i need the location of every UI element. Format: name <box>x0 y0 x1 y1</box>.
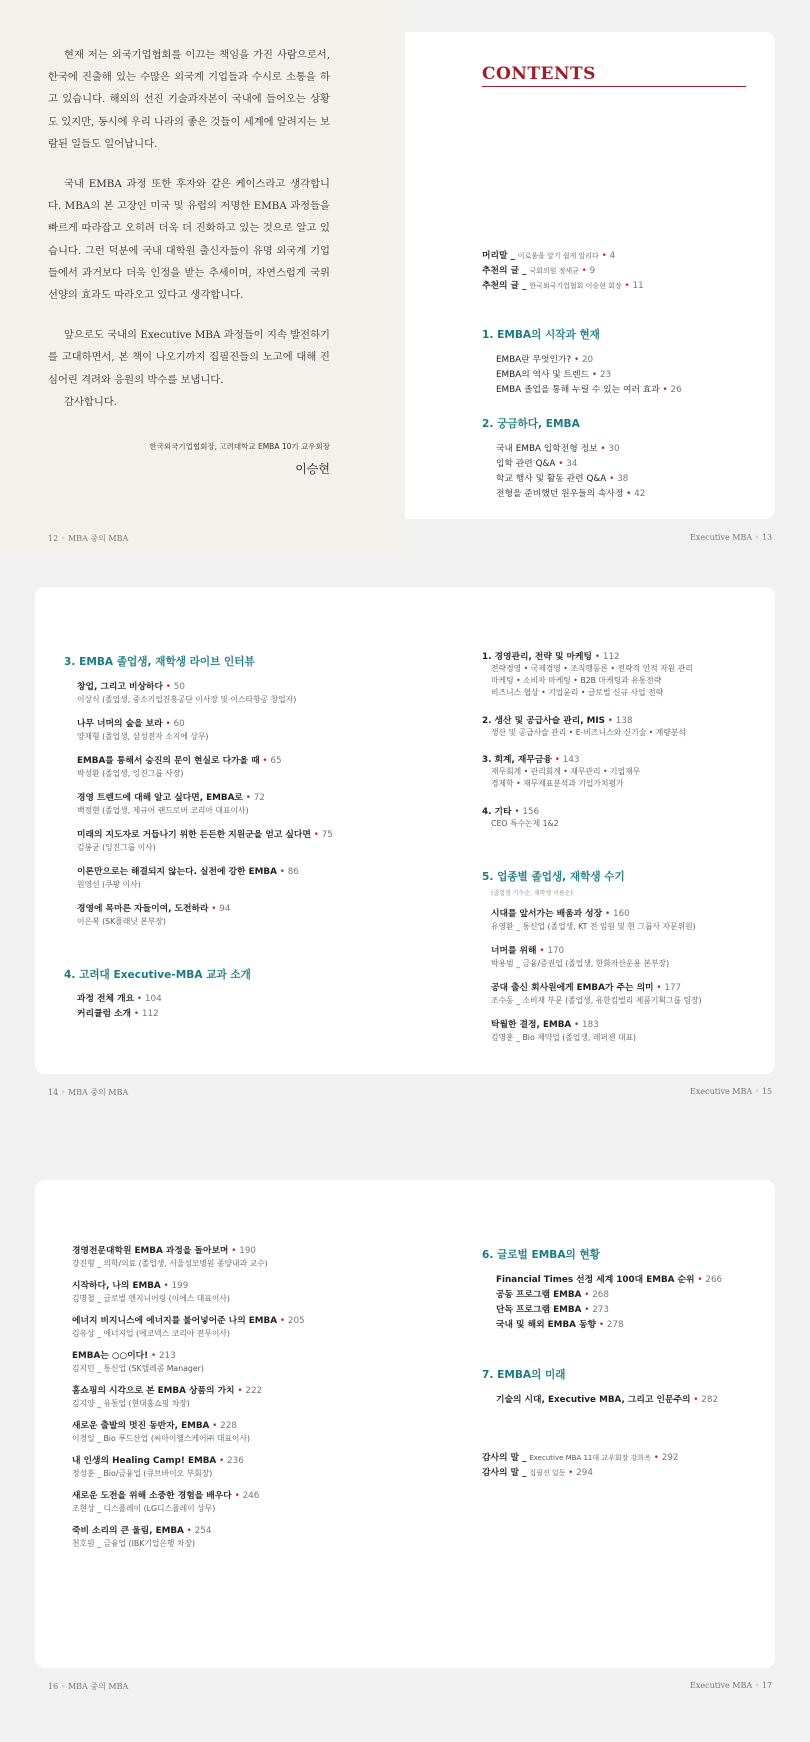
toc-entry[interactable]: 이론만으로는 해결되지 않는다. 실전에 강한 EMBA • 86 <box>77 867 299 877</box>
toc-entry-title: 홈쇼핑의 시각으로 본 EMBA 상품의 가치 <box>72 1386 235 1396</box>
toc-page: 23 <box>599 370 612 380</box>
toc-entry-title: EMBA란 무엇인가? <box>496 355 572 365</box>
toc-entry-title: 2. 생산 및 공급사슬 관리, MIS <box>482 716 605 726</box>
toc-page: 294 <box>576 1468 593 1478</box>
toc-entry-title: 공동 프로그램 EMBA <box>496 1290 582 1300</box>
toc-entry[interactable]: 홈쇼핑의 시각으로 본 EMBA 상품의 가치 • 222 <box>72 1386 263 1396</box>
toc-entry[interactable]: 경영에 목마른 자들이여, 도전하라 • 94 <box>77 904 231 914</box>
toc-entry[interactable]: 경영전문대학원 EMBA 과정을 돌아보며 • 190 <box>72 1246 257 1256</box>
toc-entry[interactable]: 미래의 지도자로 거듭나기 위한 든든한 지원군을 얻고 싶다면 • 75 <box>77 830 333 840</box>
toc-page: 112 <box>141 1009 159 1019</box>
toc-entry[interactable]: 과정 전체 개요 • 104 <box>77 994 162 1004</box>
toc-entry-title: 1. 경영관리, 전략 및 마케팅 <box>482 652 593 662</box>
toc-entry[interactable]: 1. 경영관리, 전략 및 마케팅 • 112 <box>482 652 620 662</box>
toc-entry[interactable]: 국내 EMBA 입학전형 정보 • 30 <box>496 444 620 454</box>
toc-entry-author: 유영환 _ 통신업 (졸업생, KT 전 임원 및 현 그룹사 자문위원) <box>491 922 696 931</box>
toc-entry-title: EMBA의 역사 및 트렌드 <box>496 370 590 380</box>
toc-entry-title: 에너지 비지니스에 에너지를 불어넣어준 나의 EMBA <box>72 1316 278 1326</box>
toc-entry-title: 시작하다, 나의 EMBA <box>72 1281 161 1291</box>
toc-entry[interactable]: 새로운 출발의 멋진 동반자, EMBA • 228 <box>72 1421 237 1431</box>
toc-entry[interactable]: 입학 관련 Q&A • 34 <box>496 459 578 469</box>
toc-page: 183 <box>582 1020 599 1030</box>
toc-entry-title: 탁월한 결정, EMBA <box>491 1020 572 1030</box>
toc-section-title[interactable]: 7. EMBA의 미래 <box>482 1369 566 1381</box>
toc-entry-title: EMBA 졸업을 통해 누릴 수 있는 여러 효과 <box>496 385 660 395</box>
foreword-letter <box>48 44 330 431</box>
toc-entry-title: 추천의 글 _ <box>482 266 527 276</box>
toc-page: 34 <box>566 459 578 469</box>
toc-section-title[interactable]: 6. 글로벌 EMBA의 현황 <box>482 1249 600 1261</box>
toc-page: 72 <box>253 793 265 803</box>
toc-section-title[interactable]: 1. EMBA의 시작과 현재 <box>482 329 600 341</box>
folio-left: 14 ◦ MBA 중의 MBA <box>48 1088 129 1097</box>
toc-entry-author: 양재형 (졸업생, 삼성전자 소지에 상무) <box>77 732 209 741</box>
toc-page: 143 <box>562 755 580 765</box>
toc-page: 266 <box>705 1275 723 1285</box>
toc-page: 42 <box>634 489 646 499</box>
toc-entry-title: 죽비 소리의 큰 울림, EMBA <box>72 1526 184 1536</box>
toc-entry-author: 백정현 (졸업생, 제규어 랜드로버 코리아 대표이사) <box>77 806 249 815</box>
curriculum-courses: CEO 특수논제 1&2 <box>491 819 559 828</box>
toc-entry-author: 정성훈 _ Bio/금융업 (큐브바이오 부회장) <box>72 1469 213 1478</box>
toc-entry-title: 과정 전체 개요 <box>77 994 135 1004</box>
toc-entry[interactable]: 전형을 준비했던 원우들의 속사정 • 42 <box>496 489 646 499</box>
toc-entry-author: 천호원 _ 금융업 (IBK기업은행 차장) <box>72 1539 196 1548</box>
toc-entry[interactable]: 시작하다, 나의 EMBA • 199 <box>72 1281 189 1291</box>
toc-page: 30 <box>608 444 620 454</box>
toc-page: 205 <box>287 1316 305 1326</box>
toc-page: 177 <box>664 983 682 993</box>
toc-entry-author: 박성환 (졸업생, 잉진그룹 사장) <box>77 769 184 778</box>
toc-entry[interactable]: 추천의 글 _ 국회의원 정세균 • 9 <box>482 266 596 276</box>
toc-entry-title: 나무 너머의 숲을 보라 <box>77 719 163 729</box>
toc-entry-author: 원영선 (쿠팡 이사) <box>77 880 141 889</box>
toc-entry[interactable]: 에너지 비지니스에 에너지를 불어넣어준 나의 EMBA • 205 <box>72 1316 305 1326</box>
toc-entry[interactable]: 커리큘럼 소개 • 112 <box>77 1009 159 1019</box>
toc-page: 190 <box>239 1246 257 1256</box>
toc-page: 160 <box>612 909 630 919</box>
toc-entry-title: 창업, 그리고 비상하다 <box>77 682 163 692</box>
toc-page: 282 <box>701 1395 719 1405</box>
toc-page: 50 <box>173 682 185 692</box>
section-note: (졸업생 기수순, 재학생 이름순) <box>491 890 573 897</box>
toc-entry-author: 박용범 _ 금융/증권업 (졸업생, 한화자산운용 본부장) <box>491 959 670 968</box>
toc-entry[interactable]: 4. 기타 • 156 <box>482 807 540 817</box>
toc-page: 246 <box>242 1491 260 1501</box>
toc-section-title[interactable]: 3. EMBA 졸업생, 재학생 라이브 인터뷰 <box>64 656 255 668</box>
toc-page: 104 <box>144 994 162 1004</box>
curriculum-courses: 전략경영 • 국제경영 • 조직행동론 • 전략적 인적 자원 관리 <box>491 664 693 673</box>
toc-entry-sub: 한국외국기업협회 이승현 회장 <box>529 282 622 290</box>
toc-entry-author: 이경일 _ Bio 푸드산업 (씨아이헬스케어㈜ 대표이사) <box>72 1434 251 1443</box>
toc-entry-author: 김봉균 (잉진그룹 이사) <box>77 843 156 852</box>
toc-entry-title: 머리말 _ <box>482 251 515 261</box>
toc-entry-title: 기술의 시대, Executive MBA, 그리고 인문주의 <box>496 1395 691 1405</box>
curriculum-courses: 비즈니스 협상 • 기업윤리 • 글로벌 신규 사업 전략 <box>491 688 664 697</box>
toc-page: 75 <box>321 830 333 840</box>
toc-entry-author: 이은복 (SK플래닛 본부장) <box>77 917 166 926</box>
toc-page: 292 <box>661 1453 679 1463</box>
toc-entry-author: 강진형 _ 의학/의료 (졸업생, 서울성모병원 종양내과 교수) <box>72 1259 268 1268</box>
toc-page: 268 <box>592 1290 609 1300</box>
toc-entry-title: 추천의 글 _ <box>482 281 527 291</box>
toc-entry-title: 국내 및 해외 EMBA 동향 <box>496 1320 597 1330</box>
toc-entry[interactable]: 학교 행사 및 활동 관련 Q&A • 38 <box>496 474 629 484</box>
toc-entry[interactable]: 2. 생산 및 공급사슬 관리, MIS • 138 <box>482 716 633 726</box>
toc-entry-author: 조현상 _ 디스플레이 (LG디스플레이 상무) <box>72 1504 216 1513</box>
toc-page: 273 <box>592 1305 609 1315</box>
toc-page: 86 <box>287 867 299 877</box>
toc-entry-title: 새로운 도전을 위해 소중한 경험을 배우다 <box>72 1491 232 1501</box>
toc-page: 222 <box>245 1386 263 1396</box>
toc-entry[interactable]: 머리말 _ 이로움을 알기 쉽게 알리다 • 4 <box>482 251 616 261</box>
curriculum-courses: 재무회계 • 관리회계 • 재무관리 • 기업재무 <box>491 767 641 776</box>
toc-page: 9 <box>589 266 596 276</box>
toc-page: 20 <box>581 355 594 365</box>
letter-thanks: 감사합니다. <box>64 395 118 408</box>
toc-entry-title: 경영전문대학원 EMBA 과정을 돌아보며 <box>72 1246 229 1256</box>
toc-page: 170 <box>547 946 565 956</box>
toc-entry[interactable]: EMBA를 통해서 승진의 문이 현실로 다가올 때 • 65 <box>77 756 282 766</box>
toc-entry-author: 김명훈 _ Bio 제약업 (졸업생, 레퍼젠 대표) <box>491 1033 637 1042</box>
toc-entry-author: 김지양 _ 유통업 (현대홈쇼핑 차장) <box>72 1399 190 1408</box>
toc-entry[interactable]: 추천의 글 _ 한국외국기업협회 이승현 회장 • 11 <box>482 281 644 291</box>
letter-paragraph: 국내 EMBA 과정 또한 후자와 같은 케이스라고 생각합니다. MBA의 본 고장인 미국 및 유럽의 저명한 EMBA 과정들을 빠르게 따라잡고 오히려 더욱 더 진화하고 있는 것으로 알고 있습니다. 그런 덕분에 국내 대학원 출신자들이 유명 외국계 기업들에서 과거보다 더욱 인정을 받는 추세이며, 자연스럽게 국위선양의 효과도 따라오고 있다고 생각합니다. <box>48 178 330 302</box>
toc-entry[interactable]: Financial Times 선정 세계 100대 EMBA 순위 • 266 <box>496 1275 723 1285</box>
toc-page: 65 <box>270 756 282 766</box>
toc-entry[interactable]: EMBA는 ○○이다! • 213 <box>72 1351 176 1361</box>
toc-entry[interactable]: 기술의 시대, Executive MBA, 그리고 인문주의 • 282 <box>496 1395 719 1405</box>
folio-right: Executive MBA ◦ 15 <box>690 1087 773 1096</box>
toc-entry[interactable]: 죽비 소리의 큰 울림, EMBA • 254 <box>72 1526 212 1536</box>
toc-page: 60 <box>173 719 185 729</box>
toc-page: 213 <box>159 1351 176 1361</box>
toc-entry-title: 전형을 준비했던 원우들의 속사정 <box>496 489 624 499</box>
toc-entry-title: 이론만으로는 해결되지 않는다. 실전에 강한 EMBA <box>77 867 277 877</box>
toc-entry-title: 너머를 위해 <box>491 946 537 956</box>
folio-right: Executive MBA ◦ 17 <box>690 1681 773 1690</box>
toc-entry[interactable]: 감사의 말 _ Executive MBA 11대 교우회장 강희옥 • 292 <box>482 1453 679 1463</box>
toc-entry-sub: 국회의원 정세균 <box>529 267 579 275</box>
toc-entry[interactable]: 나무 너머의 숲을 보라 • 60 <box>77 719 185 729</box>
toc-section-title[interactable]: 5. 업종별 졸업생, 재학생 수기 <box>482 871 625 883</box>
toc-entry-title: 공대 출신 회사원에게 EMBA가 주는 의미 <box>491 983 654 993</box>
toc-entry[interactable]: 경영 트렌드에 대해 알고 싶다면, EMBA로 • 72 <box>77 793 265 803</box>
toc-page: 112 <box>602 652 620 662</box>
toc-entry-author: 김유상 _ 에너지업 (에코넥스 코리아 전무이사) <box>72 1329 230 1338</box>
toc-entry[interactable]: EMBA의 역사 및 트렌드 • 23 <box>496 370 612 380</box>
toc-section-title[interactable]: 2. 궁금하다, EMBA <box>482 418 580 430</box>
toc-entry[interactable]: 국내 및 해외 EMBA 동향 • 278 <box>496 1320 624 1330</box>
toc-entry[interactable]: 감사의 말 _ 집필진 일동 • 294 <box>482 1468 593 1478</box>
toc-entry-author: 조수동 _ 소비재 부문 (졸업생, 유한킴벌리 제품기획그룹 팀장) <box>491 996 702 1005</box>
toc-entry-title: 학교 행사 및 활동 관련 Q&A <box>496 474 607 484</box>
toc-entry-title: 커리큘럼 소개 <box>77 1009 132 1019</box>
toc-entry[interactable]: 공대 출신 회사원에게 EMBA가 주는 의미 • 177 <box>491 983 682 993</box>
signature-title: 한국외국기업협회장, 고려대학교 EMBA 10기 교우회장 <box>149 442 330 451</box>
toc-page: 26 <box>670 385 682 395</box>
toc-entry[interactable]: 너머를 위해 • 170 <box>491 946 565 956</box>
toc-entry-title: 국내 EMBA 입학전형 정보 <box>496 444 598 454</box>
folio-left: 12 ◦ MBA 중의 MBA <box>48 534 129 543</box>
letter-paragraph: 현재 저는 외국기업협회를 이끄는 책임을 가진 사람으로서, 한국에 진출해 있는 수많은 외국계 기업들과 수시로 소통을 하고 있습니다. 해외의 선진 기술과자본이 국내에 들어오는 상황도 있지만, 동시에 우리 나라의 좋은 것들이 세계에 알려지는 보람된 일들도 일어납니다. <box>48 49 330 150</box>
toc-entry-author: 이상식 (졸업생, 중소기업진흥공단 이사장 및 이스타항공 창업자) <box>77 695 297 704</box>
contents-heading: CONTENTS <box>482 64 596 84</box>
toc-entry-sub: 이로움을 알기 쉽게 알리다 <box>517 252 599 260</box>
toc-entry-title: EMBA를 통해서 승진의 문이 현실로 다가올 때 <box>77 756 260 766</box>
toc-entry[interactable]: EMBA 졸업을 통해 누릴 수 있는 여러 효과 • 26 <box>496 385 682 395</box>
toc-page: 278 <box>606 1320 624 1330</box>
toc-entry[interactable]: 단독 프로그램 EMBA • 273 <box>496 1305 609 1315</box>
contents-divider <box>482 86 746 87</box>
toc-page: 254 <box>194 1526 212 1536</box>
toc-entry-title: 단독 프로그램 EMBA <box>496 1305 582 1315</box>
toc-page: 199 <box>171 1281 189 1291</box>
folio-right: Executive MBA ◦ 13 <box>690 533 773 542</box>
toc-entry[interactable]: 3. 회계, 재무금융 • 143 <box>482 755 580 765</box>
toc-page: 228 <box>220 1421 237 1431</box>
curriculum-courses: 마케팅 • 소비자 마케팅 • B2B 마케팅과 유통전략 <box>491 676 662 685</box>
toc-entry[interactable]: 탁월한 결정, EMBA • 183 <box>491 1020 599 1030</box>
toc-page: 138 <box>615 716 633 726</box>
curriculum-courses: 경제학 • 재무제표분석과 기업가치평가 <box>491 779 624 788</box>
folio-left: 16 ◦ MBA 중의 MBA <box>48 1682 129 1691</box>
toc-entry-author: 김지민 _ 통신업 (SK텔레콤 Manager) <box>72 1364 204 1373</box>
toc-entry-title: 감사의 말 _ <box>482 1468 527 1478</box>
toc-entry-sub: 집필진 일동 <box>529 1469 566 1477</box>
toc-entry-title: 감사의 말 _ <box>482 1453 527 1463</box>
toc-entry[interactable]: 시대를 앞서가는 배움과 성장 • 160 <box>491 909 630 919</box>
toc-entry[interactable]: 내 인생의 Healing Camp! EMBA • 236 <box>72 1456 244 1466</box>
toc-entry-title: 새로운 출발의 멋진 동반자, EMBA <box>72 1421 210 1431</box>
toc-page: 236 <box>227 1456 244 1466</box>
toc-page: 38 <box>617 474 629 484</box>
toc-page: 94 <box>219 904 231 914</box>
toc-entry-title: 내 인생의 Healing Camp! EMBA <box>72 1456 217 1466</box>
toc-entry[interactable]: 창업, 그리고 비상하다 • 50 <box>77 682 185 692</box>
toc-entry-title: 3. 회계, 재무금융 <box>482 755 552 765</box>
toc-page: 11 <box>632 281 644 291</box>
toc-entry-title: 미래의 지도자로 거듭나기 위한 든든한 지원군을 얻고 싶다면 <box>77 830 311 840</box>
signature-name: 이승현 <box>295 462 330 476</box>
toc-entry-title: EMBA는 ○○이다! <box>72 1351 149 1361</box>
letter-paragraph: 앞으로도 국내의 Executive MBA 과정들이 지속 발전하기를 고대하면서, 본 책이 나오기까지 집필진들의 노고에 대해 진심어린 격려와 응원의 박수를 보냅니다. <box>48 329 330 386</box>
toc-entry-author: 김명철 _ 글로벌 엔지니어링 (이에스 대표이사) <box>72 1294 230 1303</box>
toc-page: 156 <box>522 807 540 817</box>
toc-entry-sub: Executive MBA 11대 교우회장 강희옥 <box>529 1454 651 1462</box>
toc-entry-title: 경영에 목마른 자들이여, 도전하라 <box>77 904 209 914</box>
toc-section-title[interactable]: 4. 고려대 Executive-MBA 교과 소개 <box>64 969 251 981</box>
toc-page: 4 <box>609 251 616 261</box>
toc-entry-title: 경영 트렌드에 대해 알고 싶다면, EMBA로 <box>77 793 243 803</box>
curriculum-courses: 생산 및 공급사슬 관리 • E-비즈니스와 신기술 • 계량분석 <box>491 728 686 737</box>
toc-entry[interactable]: 공동 프로그램 EMBA • 268 <box>496 1290 609 1300</box>
toc-entry[interactable]: 새로운 도전을 위해 소중한 경험을 배우다 • 246 <box>72 1491 260 1501</box>
toc-entry[interactable]: EMBA란 무엇인가? • 20 <box>496 355 594 365</box>
toc-entry-title: 입학 관련 Q&A <box>496 459 556 469</box>
toc-entry-title: Financial Times 선정 세계 100대 EMBA 순위 <box>496 1275 695 1285</box>
toc-entry-title: 4. 기타 <box>482 807 512 817</box>
toc-entry-title: 시대를 앞서가는 배움과 성장 <box>491 909 603 919</box>
